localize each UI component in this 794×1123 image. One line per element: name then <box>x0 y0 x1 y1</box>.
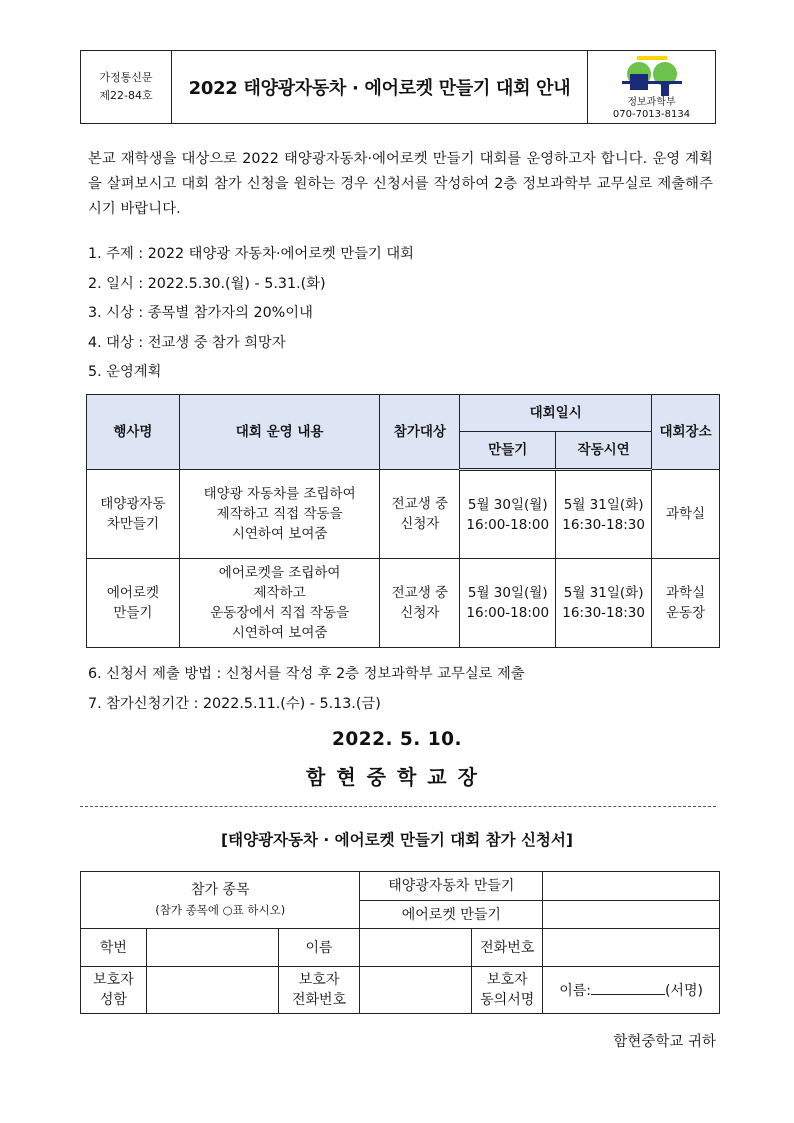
guardian-sign-field[interactable] <box>543 967 720 1014</box>
application-form <box>80 871 720 1014</box>
item-target: 4. 대상 : 전교생 중 참가 희망자 <box>88 335 286 351</box>
header-place: 대회장소 <box>652 395 720 470</box>
category-label-cell <box>81 872 360 929</box>
name-label: 이름 <box>278 929 360 967</box>
target-cell: 전교생 중 신청자 <box>380 559 460 648</box>
student-no-field[interactable] <box>146 929 278 967</box>
issue-date: 2022. 5. 10. <box>331 729 463 750</box>
target-cell: 전교생 중 신청자 <box>380 470 460 559</box>
header-event: 행사명 <box>87 395 180 470</box>
demo-cell: 5월 31일(화) 16:30-18:30 <box>556 470 652 559</box>
table-row <box>87 470 720 559</box>
event-cell: 에어로켓 만들기 <box>87 559 180 648</box>
item-topic: 1. 주제 : 2022 태양광 자동차·에어로켓 만들기 대회 <box>88 246 414 262</box>
header-demo: 작동시연 <box>556 432 652 470</box>
principal-name: 함현중학교장 <box>306 765 488 789</box>
demo-cell: 5월 31일(화) 16:30-18:30 <box>556 559 652 648</box>
option-solar-car-mark[interactable] <box>543 872 720 901</box>
sign-suffix: (서명) <box>664 982 703 999</box>
item-submit-method: 6. 신청서 제출 방법 : 신청서를 작성 후 2층 정보과학부 교무실로 제출 <box>88 666 525 682</box>
intro-paragraph: 본교 재학생을 대상으로 2022 태양광자동차·에어로켓 만들기 대회를 운영하고자 합니다. 운영 계획을 살펴보시고 대회 참가 신청을 원하는 경우 신청서를 작성하여 2층 정보과학부 교무실로 제출해주시기 바랍니다. <box>88 151 713 217</box>
guardian-sign-label: 보호자 동의서명 <box>472 967 543 1014</box>
form-title: [태양광자동차 · 에어로켓 만들기 대회 참가 신청서] <box>221 831 573 849</box>
name-field[interactable] <box>360 929 472 967</box>
item-date: 2. 일시 : 2022.5.30.(월) - 5.31.(화) <box>88 276 326 292</box>
cut-line <box>80 806 716 807</box>
dept-cell <box>587 51 715 123</box>
dept-name: 정보과학부 <box>627 97 676 108</box>
phone-field[interactable] <box>543 929 720 967</box>
doc-number: 제22-84호 <box>99 89 153 102</box>
content-cell: 태양광 자동차를 조립하여 제작하고 직접 작동을 시연하여 보여줌 <box>179 470 380 559</box>
option-aero-rocket-mark[interactable] <box>543 901 720 929</box>
category-note: (참가 종목에 ○표 하시오) <box>155 903 286 917</box>
header-schedule: 대회일시 <box>460 395 652 432</box>
sign-name-label: 이름: <box>559 982 591 999</box>
student-no-label: 학번 <box>81 929 147 967</box>
guardian-name-field[interactable] <box>146 967 278 1014</box>
guardian-phone-field[interactable] <box>360 967 472 1014</box>
footer-addressee: 함현중학교 귀하 <box>613 1034 716 1050</box>
header-target: 참가대상 <box>380 395 460 470</box>
table-row <box>87 559 720 648</box>
plan-table <box>86 394 720 648</box>
option-aero-rocket: 에어로켓 만들기 <box>360 901 543 929</box>
page-title: 2022 태양광자동차 · 에어로켓 만들기 대회 안내 <box>188 78 571 99</box>
doc-type: 가정통신문 <box>99 71 153 84</box>
dept-phone: 070-7013-8134 <box>612 109 691 120</box>
item-apply-period: 7. 참가신청기간 : 2022.5.11.(수) - 5.13.(금) <box>88 696 381 712</box>
phone-label: 전화번호 <box>472 929 543 967</box>
notice-header <box>80 50 716 124</box>
place-cell: 과학실 <box>652 470 720 559</box>
event-cell: 태양광자동 차만들기 <box>87 470 180 559</box>
category-label: 참가 종목 <box>190 882 250 898</box>
place-cell: 과학실 운동장 <box>652 559 720 648</box>
item-award: 3. 시상 : 종목별 참가자의 20%이내 <box>88 305 313 321</box>
guardian-name-label: 보호자 성함 <box>81 967 147 1014</box>
option-solar-car: 태양광자동차 만들기 <box>360 872 543 901</box>
signature-line <box>591 980 665 995</box>
header-make: 만들기 <box>460 432 556 470</box>
make-cell: 5월 30일(월) 16:00-18:00 <box>460 470 556 559</box>
content-cell: 에어로켓을 조립하여 제작하고 운동장에서 직접 작동을 시연하여 보여줌 <box>179 559 380 648</box>
item-plan: 5. 운영계획 <box>88 364 162 380</box>
doc-id-cell <box>81 51 172 123</box>
school-logo-icon <box>622 56 682 96</box>
make-cell: 5월 30일(월) 16:00-18:00 <box>460 559 556 648</box>
guardian-phone-label: 보호자 전화번호 <box>278 967 360 1014</box>
header-content: 대회 운영 내용 <box>179 395 380 470</box>
